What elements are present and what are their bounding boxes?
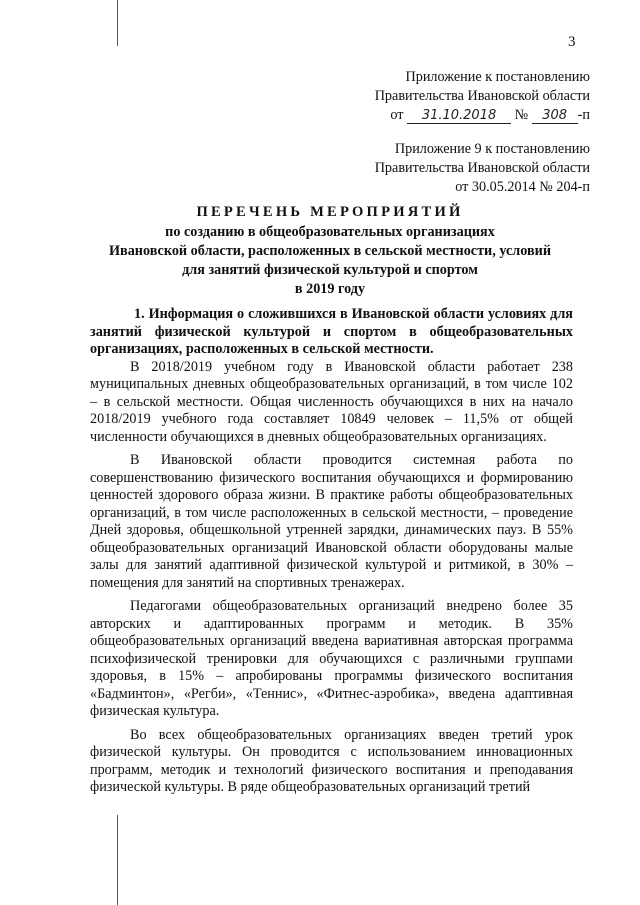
annex-previous-line3: от 30.05.2014 № 204-п xyxy=(455,179,590,195)
annex-from-label: от xyxy=(390,107,404,123)
handwritten-date: 31.10.2018 xyxy=(407,109,511,124)
title-line3: Ивановской области, расположенных в сельской местности, условий xyxy=(109,243,551,259)
annex-previous-line2: Правительства Ивановской области xyxy=(374,160,590,176)
annex-number-label: № xyxy=(514,107,529,123)
paragraph: Во всех общеобразовательных организациях введен третий урок физической культуры. Он проводится с использованием инновационных программ, методик и технологий физического воспитания и преподавания физической культуры. В ряде общеобразовательных организаций третий xyxy=(90,726,573,795)
title-main: ПЕРЕЧЕНЬ МЕРОПРИЯТИЙ xyxy=(196,204,464,220)
paragraph: В 2018/2019 учебном году в Ивановской области работает 238 муниципальных дневных общеобразовательных организаций, в том числе 102 – в сельской местности. Общая численность обучающихся в них на начало 2018/2019 учебного года составляет 10849 человек – 11,5% от общей численности обучающихся в дневных общеобразовательных организациях. xyxy=(90,358,573,445)
title-line5: в 2019 году xyxy=(294,281,366,297)
margin-line-bottom xyxy=(117,815,118,905)
paragraph: В Ивановской области проводится системная работа по совершенствованию физического воспитания обучающихся и формированию ценностей здорового образа жизни. В практике работы общеобразовательных организаций, в том числе расположенных в сельской местности, – проведение Дней здоровья, общешкольной утренней зарядки, динамических пауз. В 55% общеобразовательных организаций Ивановской области оборудованы малые залы для занятий адаптивной физической культурой и ритмикой, в 30% – помещения для занятий на спортивных тренажерах. xyxy=(90,452,573,591)
annex-current-date-line xyxy=(375,106,590,125)
document-title xyxy=(90,203,570,299)
handwritten-number: 308 xyxy=(532,109,578,124)
annex-previous-line1: Приложение 9 к постановлению xyxy=(394,141,590,157)
title-line4: для занятий физической культурой и спортом xyxy=(182,262,478,278)
document-body xyxy=(90,306,573,797)
title-line2: по созданию в общеобразовательных организациях xyxy=(165,224,495,240)
section-heading: 1. Информация о сложившихся в Ивановской области условиях для занятий физической культурой и спортом в общеобразовательных организациях, расположенных в сельской местности. xyxy=(90,306,573,357)
annex-current-line2: Правительства Ивановской области xyxy=(374,88,590,104)
annex-current-line1: Приложение к постановлению xyxy=(405,69,590,85)
paragraph: Педагогами общеобразовательных организаций внедрено более 35 авторских и адаптированных программ и методик. В 35% общеобразовательных организаций введена вариативная авторская программа психофизической тренировки для обучающихся с различными группами здоровья, в 15% – апробированы программы физического воспитания «Бадминтон», «Регби», «Теннис», «Фитнес-аэробика», введена адаптивная физическая культура. xyxy=(90,598,573,719)
annex-number-suffix: -п xyxy=(577,107,590,123)
annex-current-block xyxy=(375,68,590,125)
page-number: 3 xyxy=(568,34,576,50)
annex-previous-block xyxy=(375,140,590,197)
margin-line-top xyxy=(117,0,118,46)
